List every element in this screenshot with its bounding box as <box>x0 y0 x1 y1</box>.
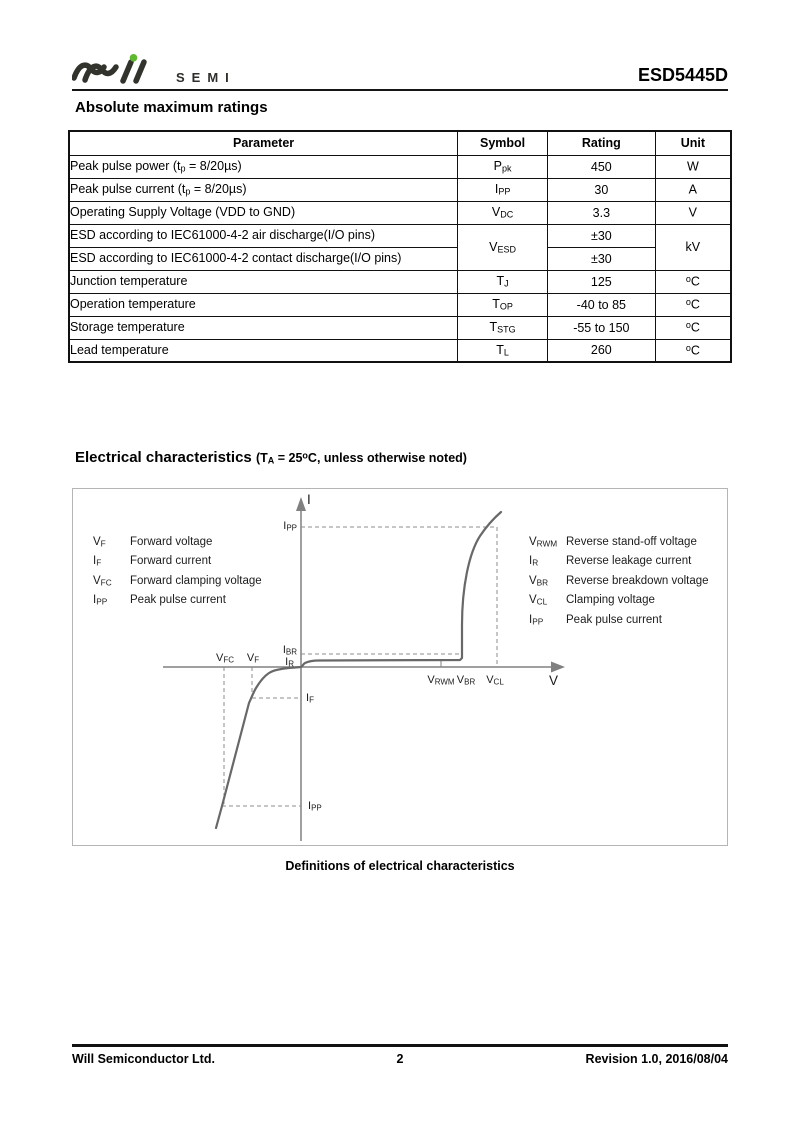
label-vcl: VCL <box>486 674 504 687</box>
cell-rating: 450 <box>547 155 655 178</box>
col-header-unit: Unit <box>655 131 731 155</box>
elec-char-title: Electrical characteristics ($TA = 25^oC$, unless otherwise noted) <box>75 449 467 466</box>
legend-right <box>529 532 709 630</box>
cell-parameter: ESD according to IEC61000-4-2 contact discharge(I/O pins) <box>69 247 458 270</box>
legend-symbol: VRWM <box>529 535 558 548</box>
legend-left <box>93 532 262 610</box>
legend-desc: Reverse breakdown voltage <box>566 574 709 587</box>
label-ibr: IBR <box>282 644 297 657</box>
cell-parameter: Storage temperature <box>69 316 458 339</box>
table-row <box>69 155 731 178</box>
table-row <box>69 178 731 201</box>
logo-dot-icon <box>130 54 138 62</box>
cell-rating: -40 to 85 <box>547 293 655 316</box>
cell-unit: V <box>655 201 731 224</box>
cell-symbol: TOP <box>458 293 548 316</box>
legend-item <box>529 532 709 552</box>
cell-rating: 3.3 <box>547 201 655 224</box>
cell-symbol-vesd: VESD <box>458 224 548 270</box>
table-row <box>69 270 731 293</box>
cell-symbol: VDC <box>458 201 548 224</box>
legend-symbol: IR <box>529 555 539 568</box>
legend-symbol: VCL <box>529 594 548 607</box>
page-footer <box>72 1044 728 1066</box>
elec-char-condition: ($TA = 25^oC$, unless otherwise noted) <box>255 450 467 466</box>
cell-unit: A <box>655 178 731 201</box>
cell-rating: ±30 <box>547 247 655 270</box>
table-row <box>69 316 731 339</box>
cell-unit: $^o$C <box>655 270 731 293</box>
cell-symbol: Ppk <box>458 155 548 178</box>
legend-symbol: VBR <box>529 574 549 587</box>
footer-revision: Revision 1.0, 2016/08/04 <box>585 1052 729 1066</box>
table-row <box>69 224 731 247</box>
cell-parameter: Operating Supply Voltage (VDD to GND) <box>69 201 458 224</box>
legend-item <box>529 552 709 572</box>
cell-unit-kv: kV <box>655 224 731 270</box>
table-row <box>69 247 731 270</box>
legend-desc: Forward current <box>130 555 212 568</box>
label-vrwm: VRWM <box>427 674 455 687</box>
y-axis-label: I <box>307 492 311 507</box>
legend-desc: Reverse stand-off voltage <box>566 535 697 548</box>
legend-item <box>93 532 262 552</box>
legend-item <box>93 591 262 611</box>
cell-symbol: IPP <box>458 178 548 201</box>
label-ipp-bottom: IPP <box>308 800 322 813</box>
col-header-symbol: Symbol <box>458 131 548 155</box>
cell-unit: W <box>655 155 731 178</box>
logo-slash-icon <box>123 62 131 81</box>
cell-symbol: TJ <box>458 270 548 293</box>
label-ir: IR <box>285 655 294 668</box>
legend-symbol: IPP <box>93 594 108 607</box>
col-header-parameter: Parameter <box>69 131 458 155</box>
table-row <box>69 293 731 316</box>
footer-company: Will Semiconductor Ltd. <box>72 1052 215 1066</box>
legend-symbol: IF <box>93 555 102 568</box>
cell-parameter: Peak pulse power (tp = 8/20µs) <box>69 155 458 178</box>
iv-curve-figure <box>72 488 728 846</box>
cell-rating: -55 to 150 <box>547 316 655 339</box>
table-header-row <box>69 131 731 155</box>
y-axis-arrow-icon <box>296 497 306 511</box>
cell-parameter: Operation temperature <box>69 293 458 316</box>
legend-desc: Forward voltage <box>130 535 213 548</box>
legend-symbol: VFC <box>93 574 112 587</box>
figure-caption: Definitions of electrical characteristics <box>285 859 515 873</box>
legend-item <box>529 591 709 611</box>
cell-rating: 125 <box>547 270 655 293</box>
cell-parameter: Lead temperature <box>69 339 458 362</box>
cell-unit: $^o$C <box>655 339 731 362</box>
legend-desc: Peak pulse current <box>130 594 226 607</box>
cell-symbol: TSTG <box>458 316 548 339</box>
cell-unit: $^o$C <box>655 316 731 339</box>
label-vf: VF <box>246 652 260 665</box>
abs-max-table <box>68 130 732 363</box>
brand-text: SEMI <box>176 70 236 85</box>
legend-desc: Clamping voltage <box>566 594 655 607</box>
logo-mark-icon <box>72 53 152 86</box>
page-header <box>72 50 728 91</box>
legend-item <box>529 610 709 630</box>
cell-parameter: ESD according to IEC61000-4-2 air discharge(I/O pins) <box>69 224 458 247</box>
logo-slash2-icon <box>136 62 144 81</box>
cell-rating: 260 <box>547 339 655 362</box>
cell-rating: ±30 <box>547 224 655 247</box>
footer-page-number: 2 <box>396 1052 404 1066</box>
cell-symbol: TL <box>458 339 548 362</box>
legend-desc: Peak pulse current <box>566 613 662 626</box>
part-number: ESD5445D <box>637 65 728 85</box>
legend-item <box>529 571 709 591</box>
legend-symbol: VF <box>93 535 106 548</box>
cell-parameter: Peak pulse current (tp = 8/20µs) <box>69 178 458 201</box>
abs-max-title: Absolute maximum ratings <box>75 99 268 116</box>
legend-desc: Reverse leakage current <box>566 555 692 568</box>
x-axis-label: V <box>549 673 559 688</box>
label-vbr: VBR <box>456 674 476 687</box>
legend-item <box>93 571 262 591</box>
cell-parameter: Junction temperature <box>69 270 458 293</box>
cell-rating: 30 <box>547 178 655 201</box>
label-ipp-top: IPP <box>283 520 297 533</box>
willsemi-logo <box>72 53 236 86</box>
table-row <box>69 201 731 224</box>
label-if: IF <box>306 692 314 705</box>
legend-desc: Forward clamping voltage <box>130 574 262 587</box>
table-row <box>69 339 731 362</box>
label-vfc: VFC <box>215 652 235 665</box>
legend-symbol: IPP <box>529 613 544 626</box>
x-axis-arrow-icon <box>551 662 565 673</box>
cell-unit: $^o$C <box>655 293 731 316</box>
legend-item <box>93 552 262 572</box>
col-header-rating: Rating <box>547 131 655 155</box>
